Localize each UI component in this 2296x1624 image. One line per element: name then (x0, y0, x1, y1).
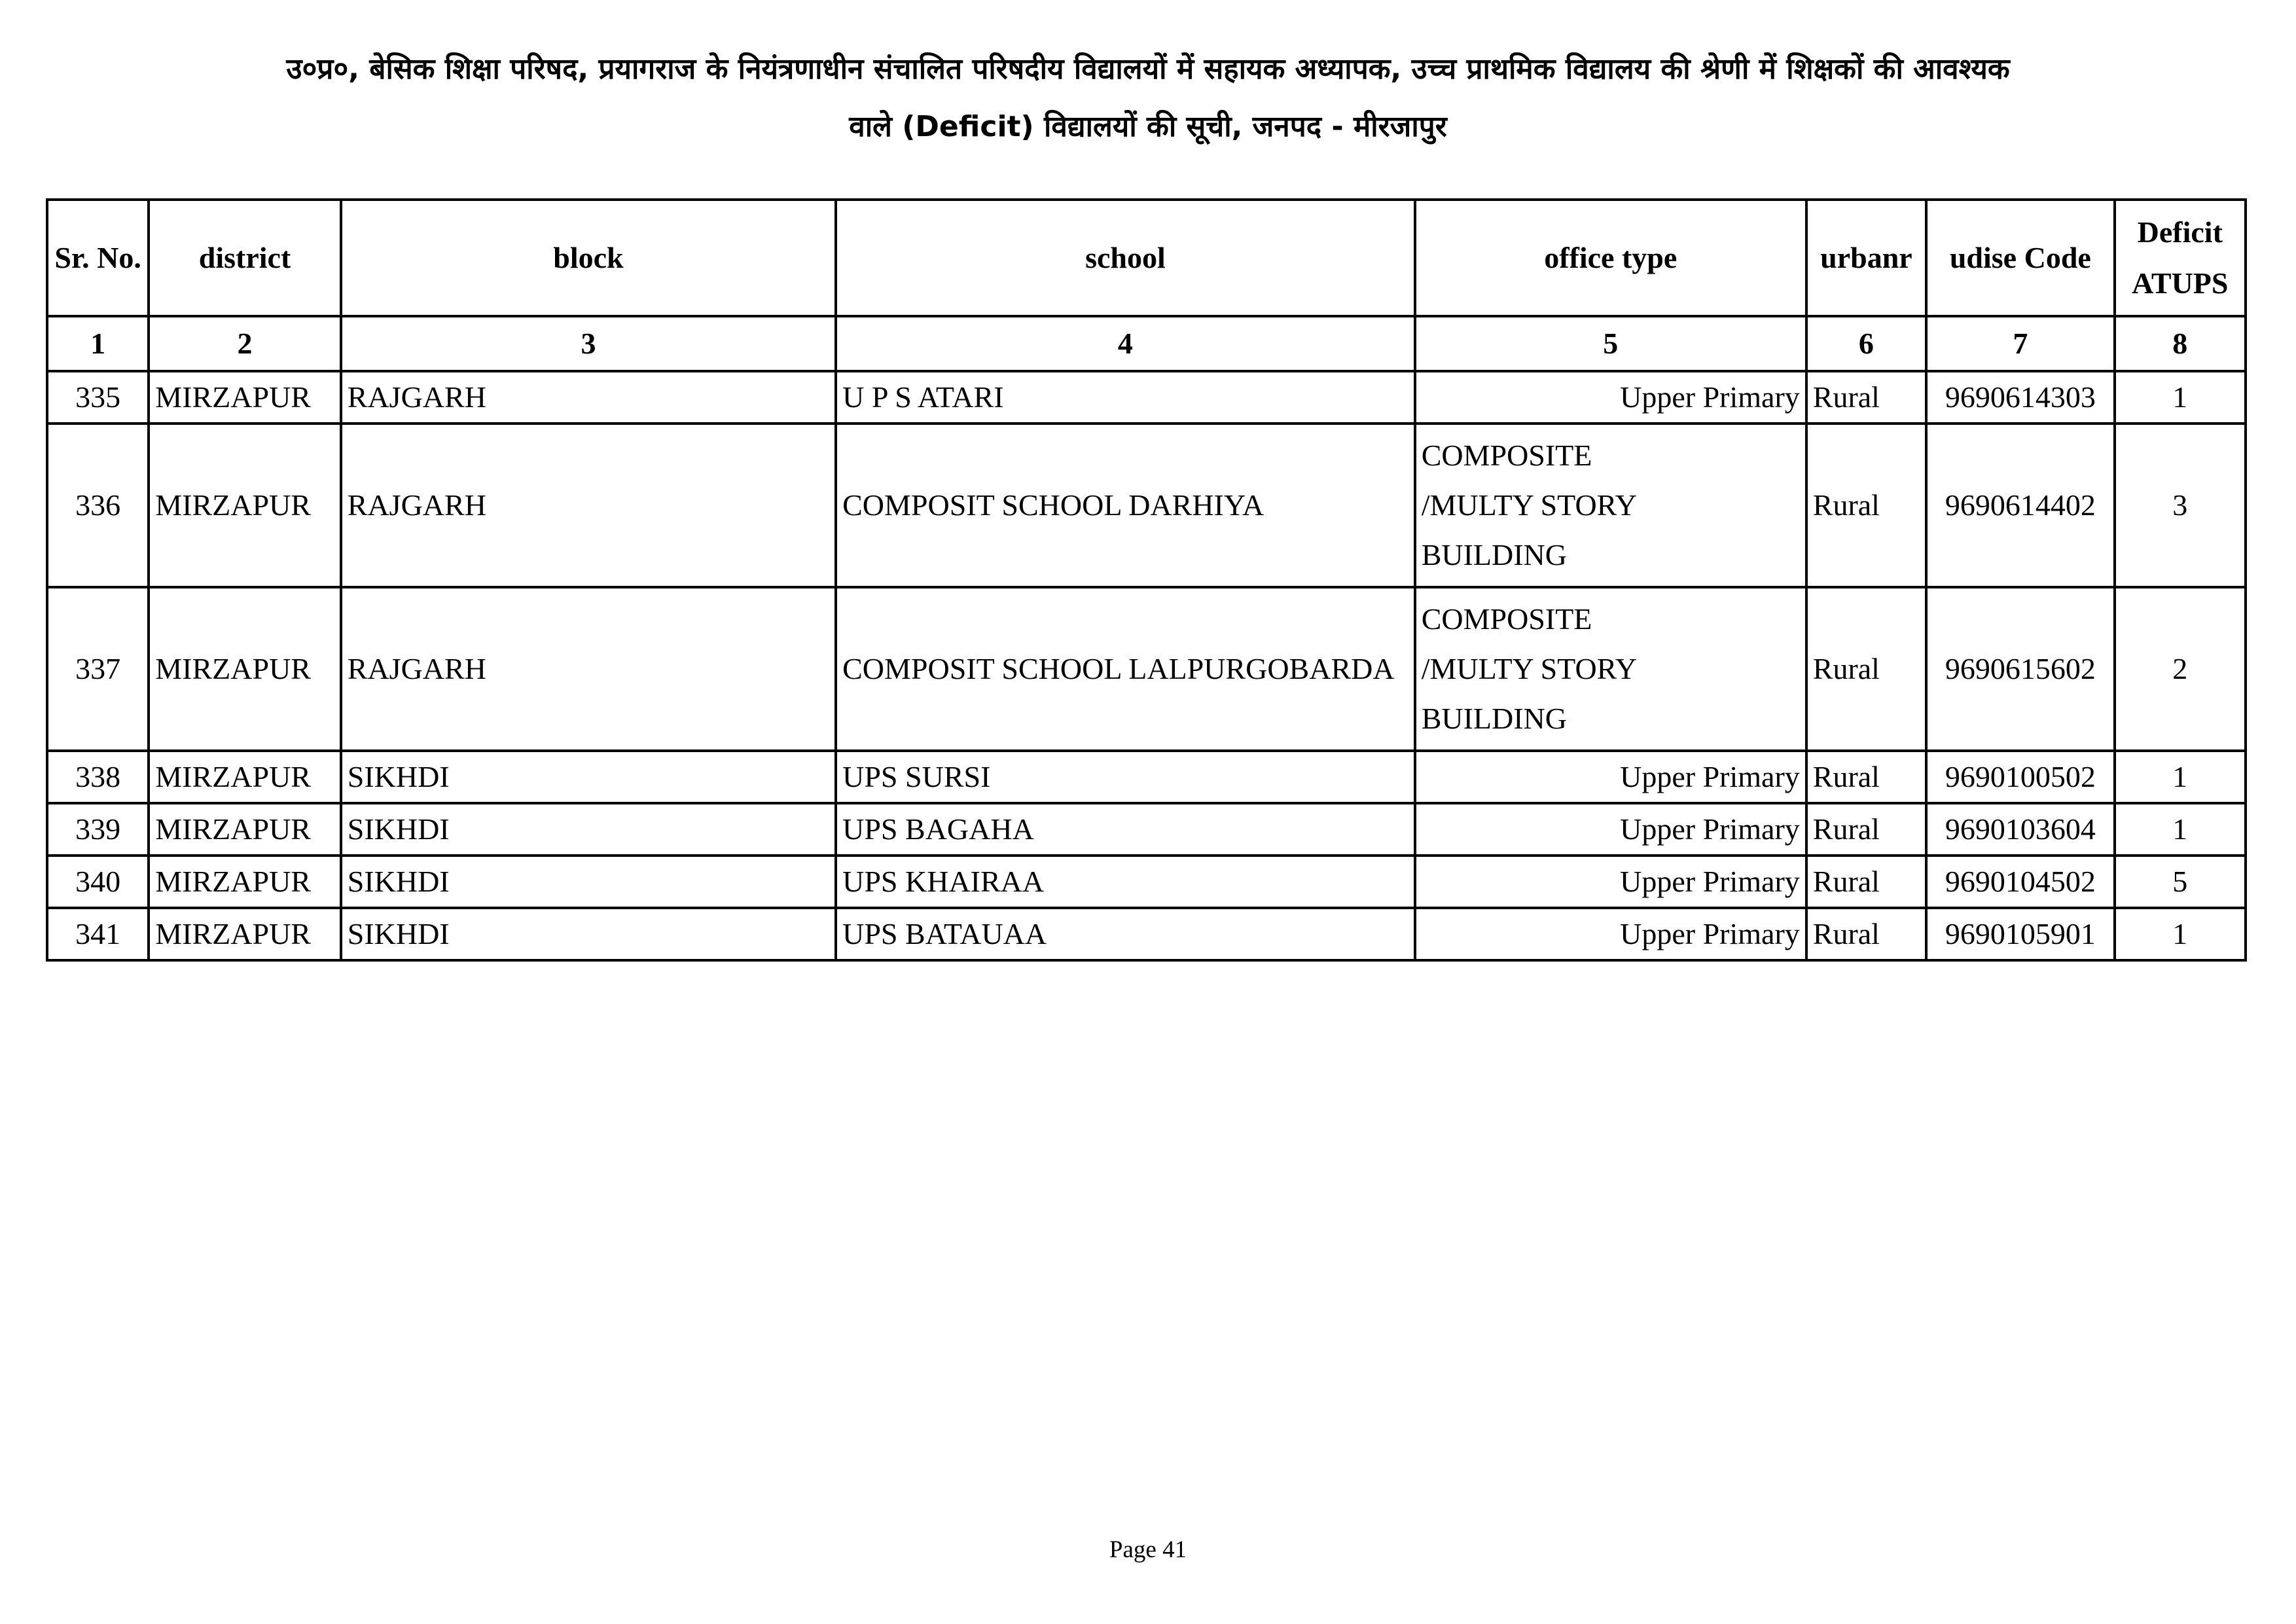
office-type-line: /MULTY STORY (1421, 652, 1638, 685)
cell-district: MIRZAPUR (149, 751, 341, 803)
cell-sr-no: 335 (47, 371, 149, 424)
cell-office-type: Upper Primary (1415, 908, 1806, 960)
cell-office-type: Upper Primary (1415, 751, 1806, 803)
cell-district: MIRZAPUR (149, 803, 341, 856)
table-row (47, 371, 2246, 424)
deficit-schools-table (46, 198, 2247, 962)
cell-district: MIRZAPUR (149, 908, 341, 960)
column-number: 4 (836, 316, 1415, 371)
cell-block: RAJGARH (341, 587, 836, 751)
cell-sr-no: 339 (47, 803, 149, 856)
cell-school: UPS BAGAHA (836, 803, 1415, 856)
cell-school: UPS SURSI (836, 751, 1415, 803)
office-type-line: /MULTY STORY (1421, 488, 1638, 522)
cell-block: SIKHDI (341, 856, 836, 908)
column-number: 8 (2115, 316, 2246, 371)
cell-sr-no: 340 (47, 856, 149, 908)
cell-deficit: 2 (2115, 587, 2246, 751)
column-number: 2 (149, 316, 341, 371)
cell-udise-code: 9690103604 (1926, 803, 2115, 856)
cell-urban: Rural (1806, 856, 1926, 908)
table-row (47, 856, 2246, 908)
column-header-urbanr: urbanr (1806, 200, 1926, 316)
cell-deficit: 1 (2115, 803, 2246, 856)
cell-udise-code: 9690104502 (1926, 856, 2115, 908)
column-header-udise-code: udise Code (1926, 200, 2115, 316)
cell-urban: Rural (1806, 751, 1926, 803)
cell-office-type: Upper Primary (1415, 371, 1806, 424)
cell-sr-no: 337 (47, 587, 149, 751)
table-row (47, 751, 2246, 803)
column-number: 1 (47, 316, 149, 371)
table-row (47, 803, 2246, 856)
page-title-line: वाले (Deficit) विद्यालयों की सूची, जनपद - मीरजापुर (849, 110, 1447, 143)
cell-school: U P S ATARI (836, 371, 1415, 424)
cell-block: RAJGARH (341, 371, 836, 424)
cell-office-type: Upper Primary (1415, 856, 1806, 908)
column-header-deficit-atups: Deficit ATUPS (2115, 200, 2246, 316)
cell-school: UPS BATAUAA (836, 908, 1415, 960)
cell-district: MIRZAPUR (149, 856, 341, 908)
column-header-district: district (149, 200, 341, 316)
cell-deficit: 1 (2115, 371, 2246, 424)
cell-block: SIKHDI (341, 751, 836, 803)
cell-urban: Rural (1806, 371, 1926, 424)
cell-office-type (1415, 587, 1806, 751)
cell-deficit: 5 (2115, 856, 2246, 908)
office-type-line: COMPOSITE (1421, 602, 1592, 636)
column-header-block: block (341, 200, 836, 316)
cell-office-type: Upper Primary (1415, 803, 1806, 856)
column-number: 6 (1806, 316, 1926, 371)
cell-urban: Rural (1806, 803, 1926, 856)
column-number: 5 (1415, 316, 1806, 371)
cell-district: MIRZAPUR (149, 424, 341, 587)
cell-urban: Rural (1806, 908, 1926, 960)
cell-sr-no: 338 (47, 751, 149, 803)
column-header-sr-no: Sr. No. (47, 200, 149, 316)
cell-school: COMPOSIT SCHOOL LALPURGOBARDA (836, 587, 1415, 751)
cell-urban: Rural (1806, 587, 1926, 751)
office-type-line: COMPOSITE (1421, 439, 1592, 472)
cell-block: SIKHDI (341, 803, 836, 856)
cell-deficit: 1 (2115, 751, 2246, 803)
table-row (47, 424, 2246, 587)
page-title-line: उ०प्र०, बेसिक शिक्षा परिषद, प्रयागराज के नियंत्रणाधीन संचालित परिषदीय विद्यालयों में सहायक अध्यापक, उच्च प्राथमिक विद्यालय की श्रेणी में शिक्षकों की आवश्यक (286, 52, 2010, 86)
cell-district: MIRZAPUR (149, 587, 341, 751)
cell-block: SIKHDI (341, 908, 836, 960)
cell-urban: Rural (1806, 424, 1926, 587)
table-row (47, 587, 2246, 751)
cell-district: MIRZAPUR (149, 371, 341, 424)
cell-udise-code: 9690614303 (1926, 371, 2115, 424)
cell-school: UPS KHAIRAA (836, 856, 1415, 908)
cell-udise-code: 9690105901 (1926, 908, 2115, 960)
column-number: 3 (341, 316, 836, 371)
cell-sr-no: 336 (47, 424, 149, 587)
office-type-line: BUILDING (1421, 538, 1567, 571)
header-row (47, 200, 2246, 316)
cell-udise-code: 9690100502 (1926, 751, 2115, 803)
cell-deficit: 1 (2115, 908, 2246, 960)
column-header-school: school (836, 200, 1415, 316)
page-number: Page 41 (1109, 1536, 1187, 1563)
cell-office-type (1415, 424, 1806, 587)
cell-block: RAJGARH (341, 424, 836, 587)
page-title (39, 41, 2257, 156)
column-header-office-type: office type (1415, 200, 1806, 316)
cell-school: COMPOSIT SCHOOL DARHIYA (836, 424, 1415, 587)
column-number: 7 (1926, 316, 2115, 371)
cell-udise-code: 9690615602 (1926, 587, 2115, 751)
table-row (47, 908, 2246, 960)
office-type-line: BUILDING (1421, 702, 1567, 735)
cell-sr-no: 341 (47, 908, 149, 960)
cell-udise-code: 9690614402 (1926, 424, 2115, 587)
cell-deficit: 3 (2115, 424, 2246, 587)
column-number-row (47, 316, 2246, 371)
